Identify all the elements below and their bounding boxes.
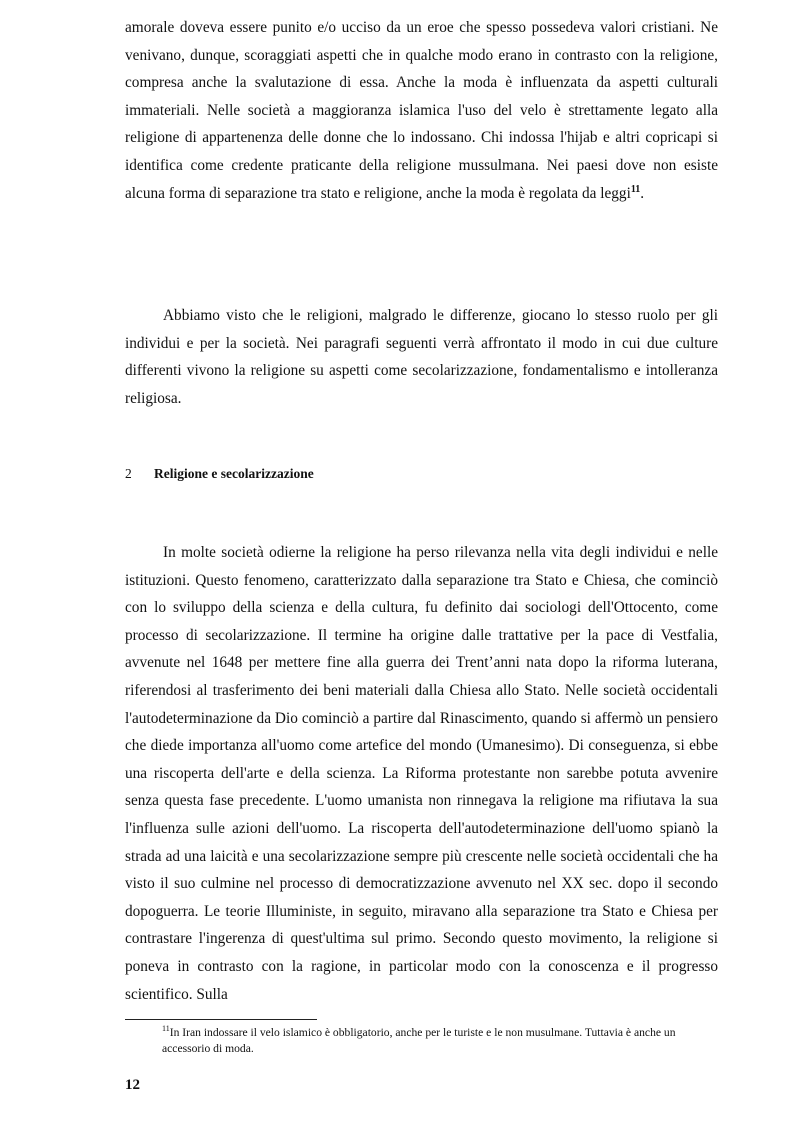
paragraph-3	[125, 539, 718, 1008]
footnote-marker: 11	[162, 1024, 170, 1034]
paragraph-2	[125, 302, 718, 412]
paragraph-1-end: .	[640, 184, 645, 202]
section-heading	[125, 466, 314, 482]
paragraph-3-text: In molte società odierne la religione ha perso rilevanza nella vita degli individui e nelle istituzioni. Questo fenomeno, caratterizzato dalla separazione tra Stato e Chiesa, che cominciò con lo sviluppo della scienza e della cultura, fu definito dai sociologi dell'Ottocento, come processo di secolarizzazione. Il termine ha origine dalle trattative per la pace di Vestfalia, avvenute nel 1648 per mettere fine alla guerra dei Trent’anni nata dopo la riforma luterana, riferendosi al trasferimento dei beni materiali dalla Chiesa allo Stato. Nelle società occidentali l'autodeterminazione da Dio cominciò a partire dal Rinascimento, quando si affermò un pensiero che diede importanza all'uomo come artefice del mondo (Umanesimo). Di conseguenza, si ebbe una riscoperta dell'arte e della scienza. La Riforma protestante non sarebbe potuta avvenire senza questa fase precedente. L'uomo umanista non rinnegava la religione ma rifiutava la sua l'influenza sulle azioni dell'uomo. La riscoperta dell'autodeterminazione dell'uomo spianò la strada ad una laicità e una secolarizzazione sempre più crescente nelle società occidentali che ha visto il suo culmine nel processo di democratizzazione avvenuto nel XX sec. dopo il secondo dopoguerra. Le teorie Illuministe, in seguito, miravano alla separazione tra Stato e Chiesa per contrastare l'ingerenza di quest'ultima sul primo. Secondo questo movimento, la religione si poneva in contrasto con la ragione, in particolar modo con la conoscenza e il progresso scientifico. Sulla	[125, 544, 718, 1003]
page-number: 12	[125, 1077, 140, 1093]
footnote-text: In Iran indossare il velo islamico è obbligatorio, anche per le turiste e le non musulmane. Tuttavia è anche un accessorio di moda.	[162, 1026, 676, 1055]
footnote-separator	[125, 1019, 317, 1020]
section-title: Religione e secolarizzazione	[154, 466, 314, 481]
footnote-reference[interactable]: 11	[630, 183, 641, 195]
paragraph-1	[125, 14, 718, 207]
paragraph-1-text: amorale doveva essere punito e/o ucciso da un eroe che spesso possedeva valori cristiani. Ne venivano, dunque, scoraggiati aspetti che in qualche modo erano in contrasto con la religione, compresa anche la svalutazione di essa. Anche la moda è influenzata da aspetti culturali immateriali. Nelle società a maggioranza islamica l'uso del velo è strettamente legato alla religione di appartenenza delle donne che lo indossano. Chi indossa l'hijab e altri copricapi si identifica come credente praticante della religione mussulmana. Nei paesi dove non esiste alcuna forma di separazione tra stato e religione, anche la moda è regolata da leggi	[125, 19, 718, 202]
section-number: 2	[125, 466, 132, 481]
footnote	[125, 1025, 715, 1057]
paragraph-2-text: Abbiamo visto che le religioni, malgrado le differenze, giocano lo stesso ruolo per gli individui e per la società. Nei paragrafi seguenti verrà affrontato il modo in cui due culture differenti vivono la religione su aspetti come secolarizzazione, fondamentalismo e intolleranza religiosa.	[125, 307, 718, 407]
